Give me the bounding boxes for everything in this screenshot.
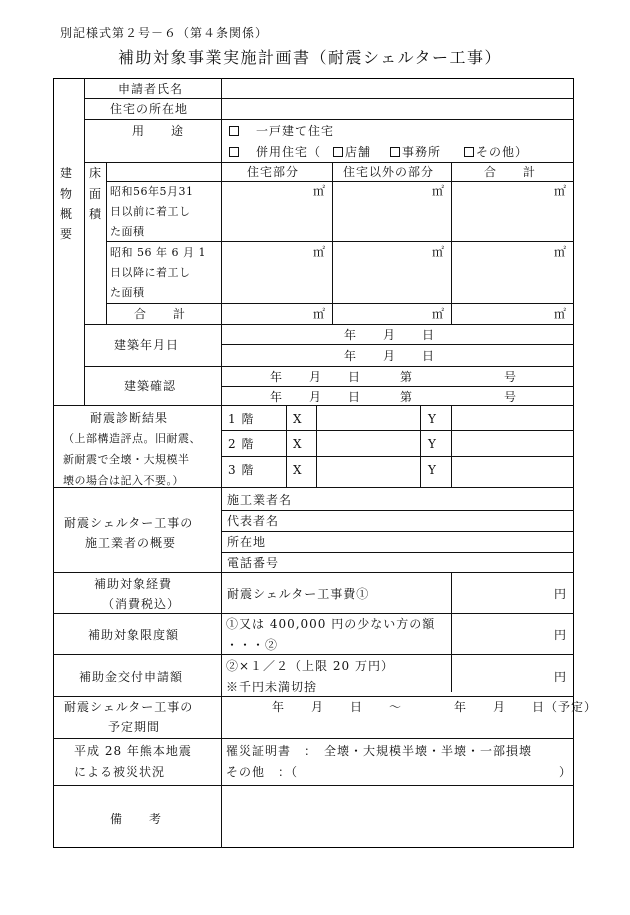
limit-label: 補助対象限度額 bbox=[88, 628, 180, 642]
build-date-line-1: 年 月 日 bbox=[344, 328, 436, 342]
contractor-address-label: 所在地 bbox=[227, 535, 267, 549]
damage-label-2: による被災状況 bbox=[74, 765, 166, 779]
contractor-label-1: 耐震シェルター工事の bbox=[64, 516, 194, 530]
detached-option: 一戸建て住宅 bbox=[256, 124, 335, 138]
other-option: その他） bbox=[476, 145, 529, 159]
contractor-label-2: 施工業者の概要 bbox=[85, 536, 177, 550]
period-value: 年 月 日 ～ 年 月 日（予定） bbox=[272, 700, 598, 714]
x-label: X bbox=[293, 463, 303, 477]
grant-line-1: ②×１／２（上限 20 万円） bbox=[226, 659, 394, 673]
other-checkbox[interactable] bbox=[464, 147, 474, 157]
seismic-label-4: 壊の場合は記入不要。） bbox=[63, 474, 184, 487]
grant-line-2: ※千円未満切捨 bbox=[226, 680, 318, 694]
remarks-label: 備 考 bbox=[110, 812, 163, 826]
floor-area-label-1: 床 bbox=[89, 166, 103, 180]
yen-unit: 円 bbox=[554, 628, 568, 642]
y-label: Y bbox=[428, 412, 437, 426]
after-label-3: た面積 bbox=[110, 286, 145, 299]
cost-value-label: 耐震シェルター工事費① bbox=[227, 587, 370, 601]
building-group-label-4: 要 bbox=[60, 227, 74, 241]
build-date-label: 建築年月日 bbox=[114, 338, 180, 352]
y-label: Y bbox=[428, 463, 437, 477]
shop-checkbox[interactable] bbox=[333, 147, 343, 157]
unit-m2: ㎡ bbox=[554, 307, 568, 321]
seismic-label-3: 新耐震で全壊・大規模半 bbox=[63, 453, 190, 466]
page-title: 補助対象事業実施計画書（耐震シェルター工事） bbox=[118, 48, 503, 67]
detached-checkbox[interactable] bbox=[229, 126, 239, 136]
representative-label: 代表者名 bbox=[227, 514, 280, 528]
before-label-3: た面積 bbox=[110, 225, 145, 238]
unit-m2: ㎡ bbox=[313, 307, 327, 321]
applicant-field[interactable] bbox=[222, 79, 573, 98]
seismic-label-1: 耐震診断結果 bbox=[90, 411, 169, 425]
unit-m2: ㎡ bbox=[432, 184, 446, 198]
period-label-1: 耐震シェルター工事の bbox=[64, 700, 194, 714]
col-non-house-header: 住宅以外の部分 bbox=[343, 165, 435, 179]
yen-unit: 円 bbox=[554, 587, 568, 601]
unit-m2: ㎡ bbox=[554, 245, 568, 259]
damage-label-1: 平成 28 年熊本地震 bbox=[74, 744, 192, 758]
floor-3-label: 3 階 bbox=[228, 463, 255, 477]
office-option: 事務所 bbox=[402, 145, 442, 159]
mixed-option: 併用住宅（ bbox=[256, 145, 322, 159]
address-field[interactable] bbox=[222, 99, 573, 119]
before-label-2: 日以前に着工し bbox=[110, 205, 191, 218]
unit-m2: ㎡ bbox=[313, 245, 327, 259]
limit-line-1: ①又は 400,000 円の少ない方の額 bbox=[226, 617, 436, 631]
after-label-2: 日以降に着工し bbox=[110, 266, 191, 279]
address-label: 住宅の所在地 bbox=[110, 102, 189, 116]
x-label: X bbox=[293, 412, 303, 426]
form-number: 別記様式第２号－６（第４条関係） bbox=[60, 26, 269, 40]
unit-m2: ㎡ bbox=[432, 245, 446, 259]
shop-option: 店舗 bbox=[345, 145, 372, 159]
after-label-1: 昭和 56 年 6 月 1 bbox=[110, 246, 206, 259]
unit-m2: ㎡ bbox=[554, 184, 568, 198]
seismic-label-2: （上部構造評点。旧耐震、 bbox=[63, 432, 201, 445]
office-checkbox[interactable] bbox=[390, 147, 400, 157]
damage-line-1: 罹災証明書 ： 全壊・大規模半壊・半壊・一部損壊 bbox=[226, 744, 533, 758]
confirm-label: 建築確認 bbox=[124, 379, 177, 393]
mixed-checkbox[interactable] bbox=[229, 147, 239, 157]
confirm-line-2: 年 月 日 第 号 bbox=[270, 390, 518, 404]
remarks-field[interactable] bbox=[222, 786, 572, 846]
x-label: X bbox=[293, 437, 303, 451]
sum-label: 合 計 bbox=[134, 307, 187, 321]
building-group-label-2: 物 bbox=[60, 187, 74, 201]
use-label: 用 途 bbox=[132, 124, 185, 138]
unit-m2: ㎡ bbox=[432, 307, 446, 321]
floor-area-label-2: 面 bbox=[89, 187, 103, 201]
limit-line-2: ・・・② bbox=[226, 638, 279, 652]
cost-label-2: （消費税込） bbox=[102, 597, 181, 611]
confirm-line-1: 年 月 日 第 号 bbox=[270, 370, 518, 384]
building-group-label-1: 建 bbox=[60, 166, 74, 180]
period-label-2: 予定期間 bbox=[108, 720, 161, 734]
damage-line-2-prefix: その他 ：（ bbox=[226, 765, 299, 779]
col-house-header: 住宅部分 bbox=[247, 165, 300, 179]
yen-unit: 円 bbox=[554, 670, 568, 684]
floor-1-label: 1 階 bbox=[228, 412, 255, 426]
col-total-header: 合 計 bbox=[484, 165, 537, 179]
grant-label: 補助金交付申請額 bbox=[79, 670, 184, 684]
y-label: Y bbox=[428, 437, 437, 451]
floor-area-label-3: 積 bbox=[89, 207, 103, 221]
floor-2-label: 2 階 bbox=[228, 437, 255, 451]
unit-m2: ㎡ bbox=[313, 184, 327, 198]
applicant-label: 申請者氏名 bbox=[118, 82, 184, 96]
building-group-label-3: 概 bbox=[60, 207, 74, 221]
cost-label-1: 補助対象経費 bbox=[94, 577, 173, 591]
damage-line-2-suffix: ） bbox=[559, 765, 573, 779]
build-date-line-2: 年 月 日 bbox=[344, 349, 436, 363]
before-label-1: 昭和56年5月31 bbox=[110, 185, 194, 198]
phone-label: 電話番号 bbox=[227, 556, 280, 570]
contractor-name-label: 施工業者名 bbox=[227, 493, 293, 507]
